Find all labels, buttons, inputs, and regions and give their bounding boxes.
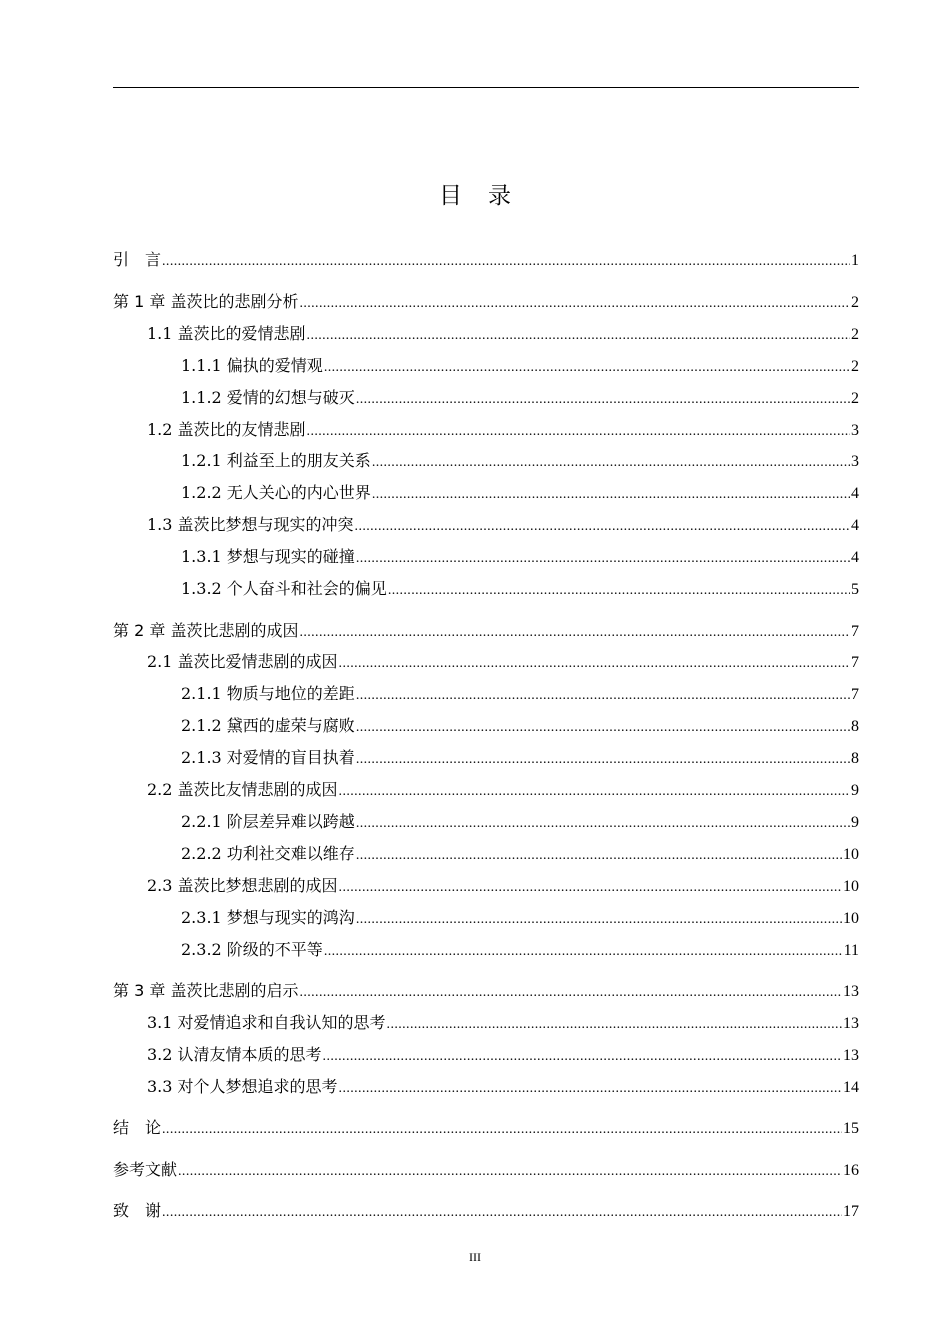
toc-entry-label: 2.1.1 物质与地位的差距: [181, 684, 355, 703]
toc-entry-page: 10: [843, 878, 859, 895]
toc-entry-references[interactable]: [113, 1160, 859, 1182]
toc-entry-page: 4: [851, 485, 859, 502]
toc-entry-page: 2: [851, 326, 859, 343]
toc-entry-chapter-3[interactable]: [113, 981, 859, 1003]
leader-dots: [356, 388, 850, 410]
toc-entry-chapter-1[interactable]: [113, 292, 859, 314]
toc-entry-label: 1.2 盖茨比的友情悲剧: [147, 420, 306, 439]
toc-entry-page: 2: [851, 294, 859, 311]
leader-dots: [356, 908, 842, 930]
toc-entry-page: 15: [843, 1120, 859, 1137]
toc-entry-label: 致 谢: [113, 1201, 162, 1220]
toc-entry-label: 2.2 盖茨比友情悲剧的成因: [147, 780, 338, 799]
toc-entry-label: 3.3 对个人梦想追求的思考: [147, 1077, 338, 1096]
toc-entry-page: 17: [843, 1203, 859, 1220]
leader-dots: [162, 250, 850, 272]
toc-entry-subsection[interactable]: [113, 748, 859, 770]
leader-dots: [307, 420, 850, 442]
leader-dots: [299, 292, 850, 314]
leader-dots: [372, 483, 850, 505]
leader-dots: [356, 812, 850, 834]
toc-entry-label: 第 2 章 盖茨比悲剧的成因: [113, 621, 299, 640]
toc-entry-subsection[interactable]: [113, 812, 859, 834]
toc-entry-label: 1.3 盖茨比梦想与现实的冲突: [147, 515, 354, 534]
toc-entry-page: 11: [843, 942, 859, 959]
toc-entry-label: 引 言: [113, 250, 162, 269]
toc-entry-section[interactable]: [113, 780, 859, 802]
toc-entry-section[interactable]: [113, 1077, 859, 1099]
toc-entry-subsection[interactable]: [113, 388, 859, 410]
toc-entry-label: 参考文献: [113, 1160, 178, 1179]
toc-entry-conclusion[interactable]: [113, 1118, 859, 1140]
toc-entry-subsection[interactable]: [113, 716, 859, 738]
toc-entry-label: 1.3.1 梦想与现实的碰撞: [181, 547, 355, 566]
toc-entry-page: 3: [851, 453, 859, 470]
toc-entry-label: 2.1 盖茨比爱情悲剧的成因: [147, 652, 338, 671]
toc-entry-page: 4: [851, 549, 859, 566]
toc-entry-page: 14: [843, 1079, 859, 1096]
toc-entry-page: 7: [851, 686, 859, 703]
leader-dots: [356, 748, 850, 770]
toc-entry-page: 4: [851, 517, 859, 534]
toc-entry-subsection[interactable]: [113, 908, 859, 930]
toc-entry-section[interactable]: [113, 515, 859, 537]
toc-entry-introduction[interactable]: [113, 250, 859, 272]
toc-entry-section[interactable]: [113, 1045, 859, 1067]
toc-entry-subsection[interactable]: [113, 940, 859, 962]
toc-entry-section[interactable]: [113, 1013, 859, 1035]
leader-dots: [339, 780, 850, 802]
leader-dots: [162, 1118, 842, 1140]
leader-dots: [356, 716, 850, 738]
toc-entry-page: 2: [851, 390, 859, 407]
leader-dots: [339, 652, 850, 674]
toc-entry-label: 1.2.1 利益至上的朋友关系: [181, 451, 371, 470]
leader-dots: [356, 547, 850, 569]
toc-entry-page: 16: [843, 1162, 859, 1179]
toc-entry-page: 2: [851, 358, 859, 375]
toc-entry-page: 9: [851, 782, 859, 799]
toc-entry-label: 1.1.2 爱情的幻想与破灭: [181, 388, 355, 407]
leader-dots: [339, 876, 842, 898]
title-right-char: 录: [488, 183, 511, 209]
toc-entry-label: 2.2.1 阶层差异难以跨越: [181, 812, 355, 831]
toc-entry-page: 3: [851, 422, 859, 439]
toc-entry-subsection[interactable]: [113, 483, 859, 505]
toc-entry-page: 13: [843, 1047, 859, 1064]
toc-entry-page: 7: [851, 654, 859, 671]
toc-entry-page: 10: [843, 846, 859, 863]
toc-entry-label: 2.3 盖茨比梦想悲剧的成因: [147, 876, 338, 895]
toc-entry-label: 2.1.3 对爱情的盲目执着: [181, 748, 355, 767]
toc-entry-page: 1: [851, 252, 859, 269]
page-title: [0, 177, 950, 210]
leader-dots: [307, 324, 850, 346]
toc-entry-label: 2.3.2 阶级的不平等: [181, 940, 323, 959]
leader-dots: [356, 844, 842, 866]
leader-dots: [162, 1201, 842, 1223]
toc-entry-subsection[interactable]: [113, 844, 859, 866]
toc-entry-subsection[interactable]: [113, 451, 859, 473]
toc-entry-label: 1.1 盖茨比的爱情悲剧: [147, 324, 306, 343]
page-number-footer: III: [469, 1250, 481, 1264]
leader-dots: [178, 1160, 842, 1182]
leader-dots: [387, 1013, 842, 1035]
toc-entry-page: 13: [843, 1015, 859, 1032]
toc-entry-label: 第 3 章 盖茨比悲剧的启示: [113, 981, 299, 1000]
toc-entry-label: 2.3.1 梦想与现实的鸿沟: [181, 908, 355, 927]
toc-entry-page: 8: [851, 750, 859, 767]
toc-entry-section[interactable]: [113, 876, 859, 898]
leader-dots: [324, 356, 850, 378]
toc-entry-page: 8: [851, 718, 859, 735]
toc-entry-label: 2.2.2 功利社交难以维存: [181, 844, 355, 863]
toc-entry-acknowledgements[interactable]: [113, 1201, 859, 1223]
toc-entry-subsection[interactable]: [113, 356, 859, 378]
leader-dots: [356, 684, 850, 706]
toc-entry-subsection[interactable]: [113, 579, 859, 601]
toc-entry-page: 5: [851, 581, 859, 598]
toc-entry-page: 9: [851, 814, 859, 831]
toc-entry-label: 2.1.2 黛西的虚荣与腐败: [181, 716, 355, 735]
toc-entry-subsection[interactable]: [113, 684, 859, 706]
toc-entry-label: 结 论: [113, 1118, 162, 1137]
toc-entry-subsection[interactable]: [113, 547, 859, 569]
toc-entry-label: 1.1.1 偏执的爱情观: [181, 356, 323, 375]
toc-entry-page: 13: [843, 983, 859, 1000]
leader-dots: [323, 1045, 842, 1067]
leader-dots: [372, 451, 850, 473]
leader-dots: [299, 621, 850, 643]
toc-entry-section[interactable]: [113, 652, 859, 674]
toc-entry-label: 1.3.2 个人奋斗和社会的偏见: [181, 579, 387, 598]
leader-dots: [388, 579, 850, 601]
leader-dots: [324, 940, 843, 962]
header-rule: [113, 87, 859, 88]
toc-entry-page: 7: [851, 623, 859, 640]
toc-entry-section[interactable]: [113, 420, 859, 442]
leader-dots: [339, 1077, 842, 1099]
toc-entry-label: 3.1 对爱情追求和自我认知的思考: [147, 1013, 386, 1032]
toc-entry-label: 第 1 章 盖茨比的悲剧分析: [113, 292, 299, 311]
title-left-char: 目: [439, 183, 462, 209]
toc-entry-label: 3.2 认清友情本质的思考: [147, 1045, 322, 1064]
toc-entry-section[interactable]: [113, 324, 859, 346]
toc-entry-chapter-2[interactable]: [113, 621, 859, 643]
leader-dots: [299, 981, 842, 1003]
toc-entry-label: 1.2.2 无人关心的内心世界: [181, 483, 371, 502]
leader-dots: [355, 515, 850, 537]
toc-entry-page: 10: [843, 910, 859, 927]
